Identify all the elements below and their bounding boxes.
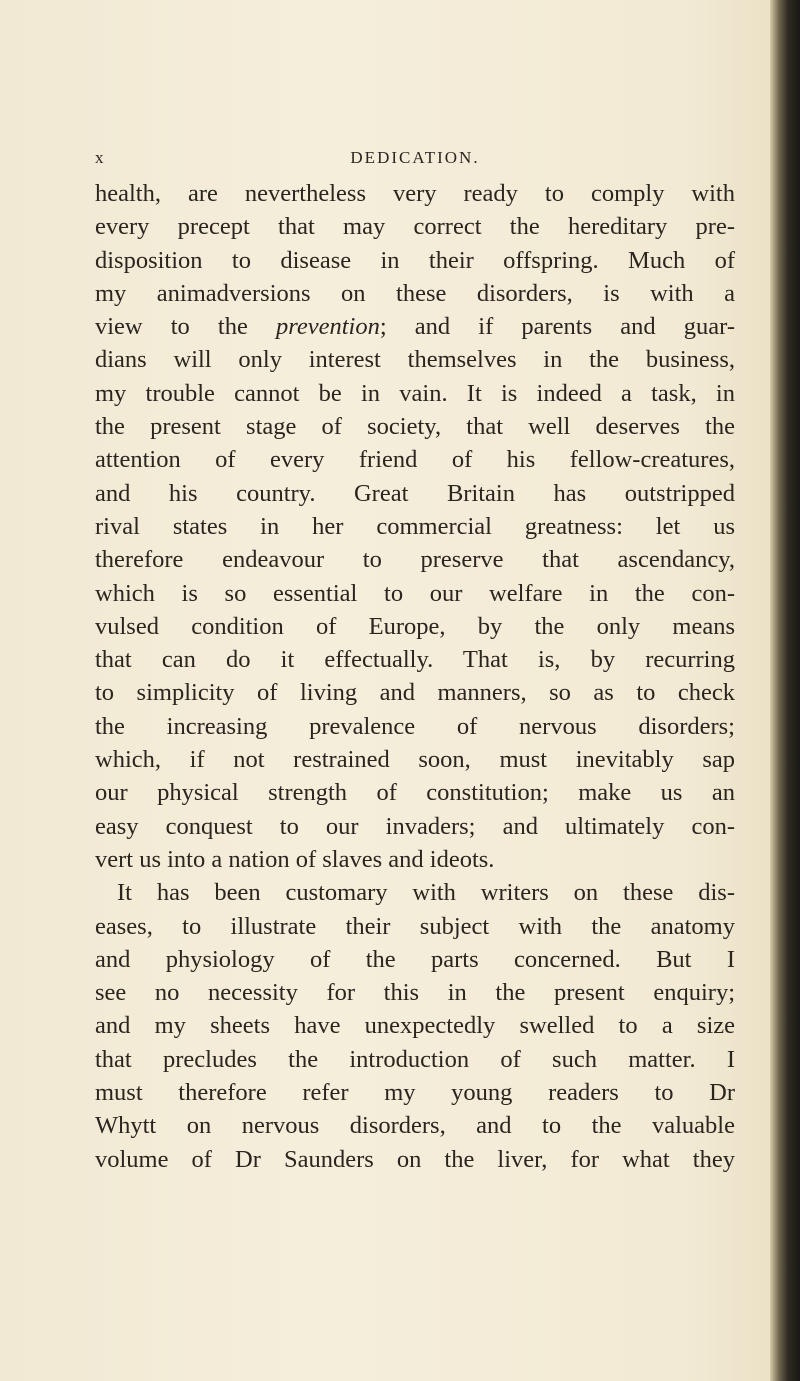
italic-word: prevention xyxy=(276,313,380,341)
text-line: eases, to illustrate their subject with the anatomy xyxy=(95,912,735,940)
page-edge-shadow xyxy=(770,0,800,1381)
text-line: therefore endeavour to preserve that ascendancy, xyxy=(95,546,735,574)
running-head-title: DEDICATION. xyxy=(350,148,480,167)
text-line xyxy=(95,310,735,343)
body-text xyxy=(95,177,735,1176)
text-line: and physiology of the parts concerned. But I xyxy=(95,945,735,973)
text-line: every precept that may correct the hereditary pre- xyxy=(95,213,735,241)
text-line: rival states in her commercial greatness: let us xyxy=(95,512,735,540)
text-line: which, if not restrained soon, must inevitably sap xyxy=(95,746,735,774)
text-line: to simplicity of living and manners, so as to check xyxy=(95,679,735,707)
text-line: and his country. Great Britain has outstripped xyxy=(95,479,735,507)
text-segment: ; and if parents and guar- xyxy=(379,313,735,341)
text-line: which is so essential to our welfare in the con- xyxy=(95,579,735,607)
text-line: vulsed condition of Europe, by the only means xyxy=(95,612,735,640)
text-segment: view to the xyxy=(95,313,276,341)
text-line: that can do it effectually. That is, by recurring xyxy=(95,646,735,674)
text-line: attention of every friend of his fellow-creatures, xyxy=(95,446,735,474)
text-line: vert us into a nation of slaves and ideots. xyxy=(95,845,495,873)
text-line: must therefore refer my young readers to Dr xyxy=(95,1079,735,1107)
text-line: disposition to disease in their offspring. Much of xyxy=(95,246,735,274)
page-number: x xyxy=(95,148,106,167)
text-line: my trouble cannot be in vain. It is indeed a task, in xyxy=(95,379,735,407)
text-line: my animadversions on these disorders, is with a xyxy=(95,279,735,307)
text-line: that precludes the introduction of such matter. I xyxy=(95,1045,735,1073)
text-line: volume of Dr Saunders on the liver, for what they xyxy=(95,1145,735,1173)
text-line: the present stage of society, that well deserves the xyxy=(95,413,735,441)
running-head xyxy=(95,148,735,172)
text-line: It has been customary with writers on these dis- xyxy=(117,879,735,907)
text-line: our physical strength of constitution; make us an xyxy=(95,779,735,807)
text-line: dians will only interest themselves in the business, xyxy=(95,346,735,374)
text-line: the increasing prevalence of nervous disorders; xyxy=(95,712,735,740)
text-line: health, are nevertheless very ready to comply with xyxy=(95,180,735,207)
text-line: see no necessity for this in the present enquiry; xyxy=(95,979,735,1007)
text-line: easy conquest to our invaders; and ultimately con- xyxy=(95,812,735,840)
text-line: and my sheets have unexpectedly swelled to a size xyxy=(95,1012,735,1040)
text-line: Whytt on nervous disorders, and to the valuable xyxy=(95,1112,735,1140)
